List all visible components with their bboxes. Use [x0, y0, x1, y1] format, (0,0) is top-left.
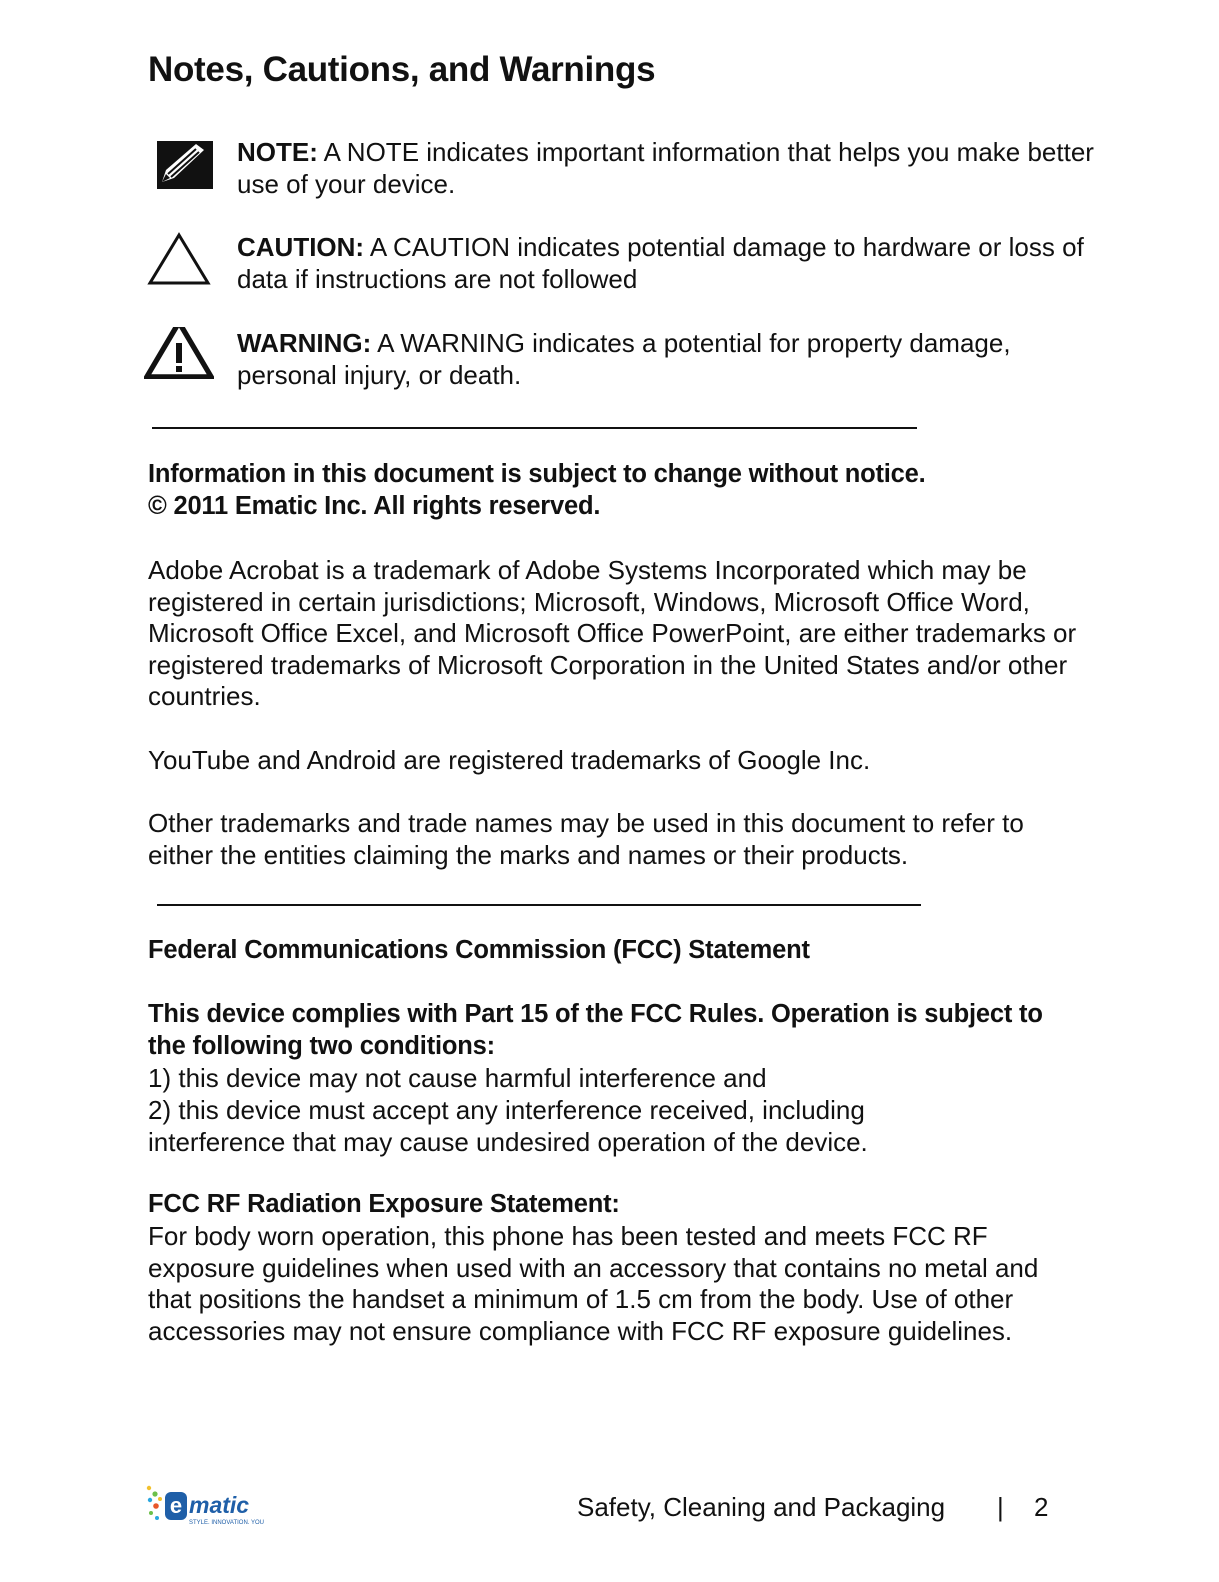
- google-trademark-paragraph: YouTube and Android are registered trademarks of Google Inc.: [148, 745, 871, 775]
- copyright-notice: [148, 459, 1078, 522]
- footer-section-title: Safety, Cleaning and Packaging: [577, 1492, 946, 1522]
- page-title: Notes, Cautions, and Warnings: [148, 50, 656, 89]
- fcc-condition-2: 2) this device must accept any interference received, including interference that may cause undesired operation of the device.: [148, 1095, 868, 1157]
- note-pencil-icon: [144, 136, 214, 198]
- warning-exclamation-icon: [144, 327, 214, 389]
- rf-exposure-text: For body worn operation, this phone has been tested and meets FCC RF exposure guidelines when used with an accessory that contains no metal and that positions the handset a minimum of 1.5 cm from the body. Use of other accessories may not ensure compliance with FCC RF exposure guidelines.: [148, 1221, 1039, 1346]
- fcc-compliance-heading: This device complies with Part 15 of the FCC Rules. Operation is subject to the following two conditions:: [148, 1000, 1043, 1060]
- note-body: A NOTE indicates important information that helps you make better use of your device.: [237, 137, 1094, 199]
- svg-text:e: e: [169, 1493, 183, 1518]
- ematic-logo: [143, 1482, 268, 1530]
- copyright-line: © 2011 Ematic Inc. All rights reserved.: [148, 491, 601, 520]
- warning-body: A WARNING indicates a potential for property damage, personal injury, or death.: [237, 328, 1011, 390]
- note-text: [237, 136, 1097, 200]
- trademark-paragraph: Adobe Acrobat is a trademark of Adobe Systems Incorporated which may be registered in certain jurisdictions; Microsoft, Windows, Microsoft Office Word, Microsoft Office Excel, and Microsoft Office PowerPoint, are either trademarks or registered trademarks of Microsoft Corporation in the United States and/or other countries.: [148, 555, 1077, 711]
- change-notice: Information in this document is subject to change without notice.: [148, 460, 926, 488]
- caution-body: A CAUTION indicates potential damage to hardware or loss of data if instructions are not followed: [237, 232, 1084, 294]
- divider: [152, 427, 917, 429]
- caution-text: [237, 231, 1097, 295]
- warning-text: [237, 327, 1097, 391]
- page-number: 2: [1034, 1492, 1049, 1522]
- footer-separator: |: [997, 1492, 1004, 1522]
- note-label: NOTE:: [237, 137, 318, 167]
- divider: [157, 904, 921, 906]
- caution-label: CAUTION:: [237, 232, 365, 262]
- caution-triangle-icon: [144, 231, 214, 293]
- other-trademarks-paragraph: Other trademarks and trade names may be used in this document to refer to either the entities claiming the marks and names or their products.: [148, 808, 1024, 870]
- svg-text:matic: matic: [189, 1492, 250, 1518]
- fcc-condition-1: 1) this device may not cause harmful interference and: [148, 1063, 767, 1093]
- svg-text:STYLE. INNOVATION. YOU: STYLE. INNOVATION. YOU: [189, 1520, 265, 1526]
- fcc-heading: Federal Communications Commission (FCC) Statement: [148, 936, 810, 964]
- warning-label: WARNING:: [237, 328, 372, 358]
- rf-exposure-heading: FCC RF Radiation Exposure Statement:: [148, 1190, 620, 1218]
